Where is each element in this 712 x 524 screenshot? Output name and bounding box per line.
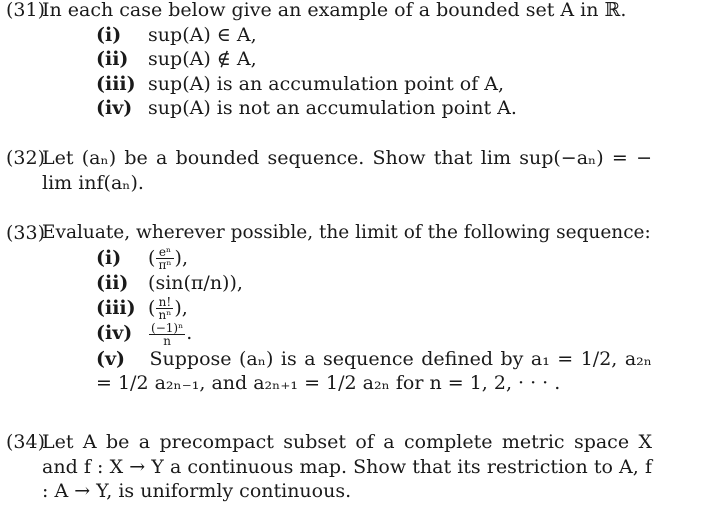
item-list: [96, 23, 652, 121]
paren-open: (: [148, 246, 156, 269]
item-label: (ii): [96, 272, 129, 294]
denominator: nⁿ: [158, 308, 172, 322]
problem-number: (33): [6, 222, 46, 244]
item-label: (iii): [96, 72, 136, 95]
item-label: (iv): [96, 322, 133, 344]
list-item: [14, 347, 652, 396]
item-text: sup(A) ∉ A,: [148, 48, 257, 70]
list-item: [96, 96, 652, 121]
numerator: eⁿ: [156, 246, 173, 259]
item-text: sup(A) ∈ A,: [148, 23, 257, 46]
problem-31: [6, 0, 652, 121]
item-label: (ii): [96, 48, 129, 70]
problem-number: (32): [6, 147, 46, 169]
problem-statement: Evaluate, wherever possible, the limit of the following sequence:: [42, 222, 651, 243]
problem-statement: In each case below give an example of a bounded set A in ℝ.: [42, 0, 627, 21]
paren-close: ),: [174, 246, 188, 269]
list-item: [96, 23, 652, 48]
item-label: (i): [96, 246, 122, 269]
numerator: (−1)ⁿ: [151, 320, 184, 335]
period: .: [186, 322, 193, 344]
denominator: πⁿ: [158, 258, 172, 272]
numerator: n!: [156, 296, 173, 309]
item-label: (v): [96, 347, 126, 370]
list-item: [96, 296, 652, 322]
paren-open: (: [148, 296, 156, 319]
item-text: sup(A) is an accumulation point of A,: [148, 72, 505, 95]
problem-32: [6, 146, 652, 195]
item-label: (iv): [96, 97, 133, 119]
list-item: [96, 246, 652, 272]
fraction: [156, 296, 173, 321]
problem-statement: Let A be a precompact subset of a complete metric space X and f : X → Y a continuous map. Show that its restriction to A, f : A → Y, is uniformly continuous.: [42, 431, 652, 502]
item-label: (iii): [96, 296, 136, 319]
fraction: [156, 246, 173, 271]
problem-number: (31): [6, 0, 46, 21]
item-text: sup(A) is not an accumulation point A.: [148, 97, 517, 119]
problem-number: (34): [6, 431, 46, 453]
fraction: [149, 322, 185, 347]
item-label: (i): [96, 23, 122, 46]
paren-close: ),: [174, 296, 188, 319]
list-item: [96, 321, 652, 347]
list-item: [96, 72, 652, 97]
problem-34: [6, 430, 652, 504]
list-item: [96, 47, 652, 72]
denominator: n: [163, 333, 172, 348]
item-list: [96, 246, 652, 396]
list-item: [96, 271, 652, 296]
problem-statement: Let (aₙ) be a bounded sequence. Show that lim sup(−aₙ) = − lim inf(aₙ).: [42, 147, 652, 194]
item-text: Suppose (aₙ) is a sequence defined by a₁ = 1/2, a₂ₙ = 1/2 a₂ₙ₋₁, and a₂ₙ₊₁ = 1/2 a₂ₙ for n = 1, 2, · · · .: [96, 347, 652, 394]
item-text: (sin(π/n)),: [148, 272, 243, 294]
problem-33: [6, 221, 652, 396]
